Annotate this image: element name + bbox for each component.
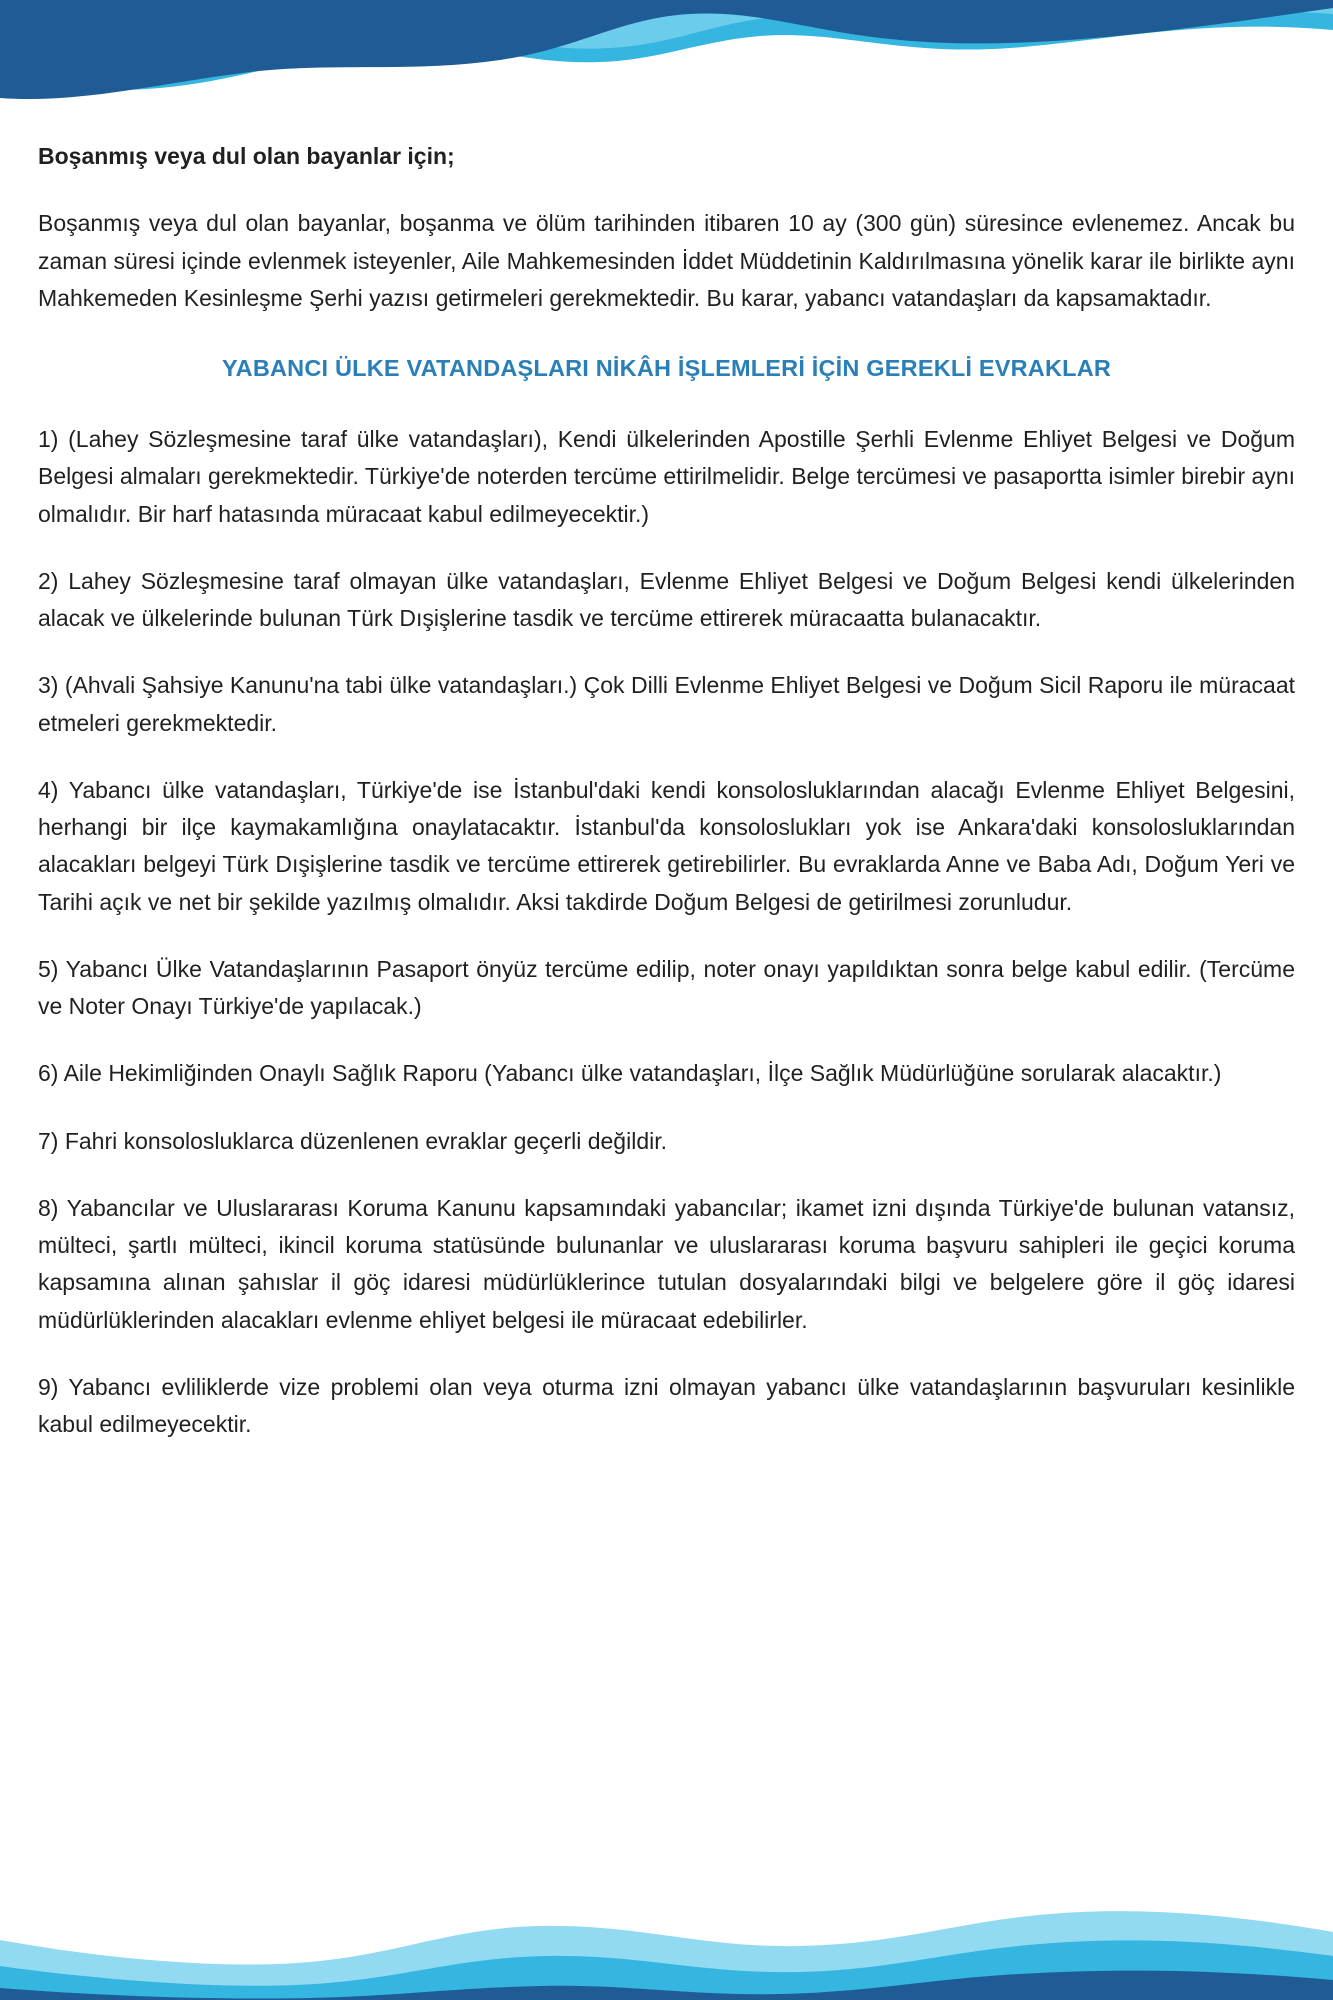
list-item: 1) (Lahey Sözleşmesine taraf ülke vatandaşları), Kendi ülkelerinden Apostille Şerhli Evlenme Ehliyet Belgesi ve Doğum Belgesi almaları gerekmektedir. Türkiye'de noterden tercüme ettirilmelidir. Belge tercümesi ve pasaportta isimler birebir aynı olmalıdır. Bir harf hatasında müracaat kabul edilmeyecektir.) — [38, 426, 1295, 527]
list-item: 5) Yabancı Ülke Vatandaşlarının Pasaport önyüz tercüme edilip, noter onayı yapıldıktan sonra belge kabul edilir. (Tercüme ve Noter Onayı Türkiye'de yapılacak.) — [38, 955, 1295, 1020]
section-title: YABANCI ÜLKE VATANDAŞLARI NİKÂH İŞLEMLERİ İÇİN GEREKLİ EVRAKLAR — [221, 355, 1112, 382]
list-item: 4) Yabancı ülke vatandaşları, Türkiye'de ise İstanbul'daki kendi konsolosluklarından alacağı Evlenme Ehliyet Belgesini, herhangi bir ilçe kaymakamlığına onaylatacaktır. İstanbul'da konsoloslukları yok ise Ankara'daki konsolosluklarından alacakları belgeyi Türk Dışişlerine tasdik ve tercüme ettirerek getirebilirler. Bu evraklarda Anne ve Baba Adı, Doğum Yeri ve Tarihi açık ve net bir şekilde yazılmış olmalıdır. Aksi takdirde Doğum Belgesi de getirilmesi zorunludur. — [38, 776, 1295, 915]
list-item: 9) Yabancı evliliklerde vize problemi olan veya oturma izni olmayan yabancı ülke vatandaşlarının başvuruları kesinlikle kabul edilmeyecektir. — [38, 1373, 1295, 1438]
list-item: 3) (Ahvali Şahsiye Kanunu'na tabi ülke vatandaşları.) Çok Dilli Evlenme Ehliyet Belgesi ve Doğum Sicil Raporu ile müracaat etmeleri gerekmektedir. — [38, 672, 1295, 736]
list-item: 2) Lahey Sözleşmesine taraf olmayan ülke vatandaşları, Evlenme Ehliyet Belgesi ve Doğum Belgesi kendi ülkelerinden alacak ve ülkelerinde bulunan Türk Dışişlerine tasdik ve tercüme ettirerek müracaatta bulanacaktır. — [38, 567, 1295, 632]
list-item: 7) Fahri konsolosluklarca düzenlenen evraklar geçerli değildir. — [38, 1127, 667, 1154]
page-title: Boşanmış veya dul olan bayanlar için; — [38, 143, 455, 169]
bottom-spacer — [38, 1473, 1295, 1563]
list-item: 6) Aile Hekimliğinden Onaylı Sağlık Raporu (Yabancı ülke vatandaşları, İlçe Sağlık Müdürlüğüne sorularak alacaktır.) — [38, 1060, 1222, 1087]
bottom-wave-decoration — [0, 1870, 1333, 2000]
list-item: 8) Yabancılar ve Uluslararası Koruma Kanunu kapsamındaki yabancılar; ikamet izni dışında Türkiye'de bulunan vatansız, mülteci, şartlı mülteci, ikincil koruma statüsünde bulunanlar ve uluslararası koruma başvuru sahipleri ile geçici koruma kapsamına alınan şahıslar il göç idaresi müdürlüklerince tutulan dosyalarındaki bilgi ve belgelere göre il göç idaresi müdürlüklerinden alacakları evlenme ehliyet belgesi ile müracaat edebilirler. — [38, 1194, 1295, 1333]
intro-paragraph: Boşanmış veya dul olan bayanlar, boşanma ve ölüm tarihinden itibaren 10 ay (300 gün) süresince evlenemez. Ancak bu zaman süresi içinde evlenmek isteyenler, Aile Mahkemesinden İddet Müddetinin Kaldırılmasına yönelik karar ile birlikte aynı Mahkemeden Kesinleşme Şerhi yazısı getirmeleri gerekmektedir. Bu karar, yabancı vatandaşları da kapsamaktadır. — [38, 210, 1295, 311]
